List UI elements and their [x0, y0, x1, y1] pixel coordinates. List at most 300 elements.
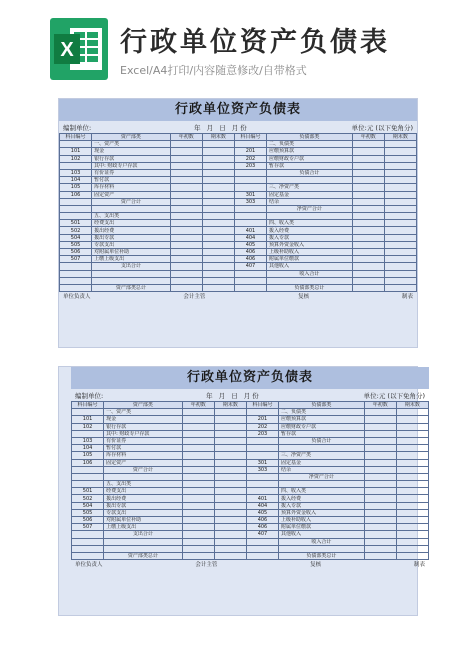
table-cell: 暂存款 [279, 430, 365, 437]
table-cell: 现金 [92, 148, 171, 155]
table-row [72, 445, 429, 452]
table-cell: 现金 [104, 416, 183, 423]
table-cell: 暂付款 [92, 177, 171, 184]
currency-label: 单位:元 (以下免角分) [351, 123, 413, 132]
table-cell: 303 [234, 198, 266, 205]
table-cell [384, 277, 416, 284]
table-cell [384, 234, 416, 241]
table-cell [364, 409, 396, 416]
table-cell [182, 495, 214, 502]
table-cell [104, 545, 183, 552]
table-cell [384, 148, 416, 155]
excel-icon [50, 18, 108, 80]
table-cell [202, 162, 234, 169]
table-cell [279, 545, 365, 552]
table-cell [182, 409, 214, 416]
signature-label: 单位负责人 [63, 294, 91, 301]
table-cell [170, 256, 202, 263]
table-cell [170, 169, 202, 176]
table-cell [352, 256, 384, 263]
table-cell: 三、净资产类 [267, 184, 353, 191]
table-cell: 四、收入类 [267, 220, 353, 227]
table-cell [396, 452, 428, 459]
table-cell [384, 213, 416, 220]
table-cell [182, 538, 214, 545]
table-cell [246, 488, 278, 495]
table-cell [182, 509, 214, 516]
table-cell [182, 531, 214, 538]
table-cell [364, 466, 396, 473]
table-cell: 资产合计 [104, 466, 183, 473]
table-cell [202, 141, 234, 148]
table-cell: 203 [234, 162, 266, 169]
table-cell [364, 524, 396, 531]
table-row [72, 416, 429, 423]
table-row [60, 198, 417, 205]
table-cell [182, 423, 214, 430]
table-cell: 净资产合计 [267, 205, 353, 212]
table-cell: 拨出经费 [92, 227, 171, 234]
table-cell: 经费支出 [92, 220, 171, 227]
table-cell [246, 481, 278, 488]
table-cell [364, 430, 396, 437]
table-cell [246, 552, 278, 559]
table-cell [364, 488, 396, 495]
table-cell: 507 [60, 256, 92, 263]
table-cell [214, 409, 246, 416]
table-cell: 五、支出类 [104, 481, 183, 488]
table-cell [352, 277, 384, 284]
table-cell: 其他收入 [267, 263, 353, 270]
table-cell [170, 241, 202, 248]
table-cell [364, 452, 396, 459]
table-cell [214, 517, 246, 524]
table-cell: 支出合计 [92, 263, 171, 270]
table-row [72, 437, 429, 444]
table-cell: 103 [72, 437, 104, 444]
table-cell [170, 277, 202, 284]
table-cell: 银行存款 [92, 155, 171, 162]
table-cell [364, 502, 396, 509]
table-cell: 404 [234, 234, 266, 241]
column-header: 期末数 [396, 402, 428, 409]
table-row [72, 495, 429, 502]
signature-row [71, 560, 429, 570]
balance-table [59, 133, 417, 292]
table-cell: 502 [60, 227, 92, 234]
table-cell: 上级补助收入 [267, 249, 353, 256]
table-cell [384, 184, 416, 191]
table-cell [202, 220, 234, 227]
table-cell: 上级补助收入 [279, 517, 365, 524]
table-cell [182, 430, 214, 437]
table-cell: 有价证券 [104, 437, 183, 444]
table-row [60, 256, 417, 263]
table-cell [182, 459, 214, 466]
table-cell [384, 263, 416, 270]
table-cell [182, 517, 214, 524]
table-cell [364, 495, 396, 502]
date-label: 年 月 日 月份 [206, 391, 261, 400]
table-cell [396, 524, 428, 531]
table-cell [384, 220, 416, 227]
signature-label: 会计主管 [183, 294, 206, 301]
table-cell: 四、收入类 [279, 488, 365, 495]
table-cell [72, 538, 104, 545]
table-cell: 406 [234, 249, 266, 256]
table-row [72, 545, 429, 552]
table-cell [182, 552, 214, 559]
table-cell [396, 473, 428, 480]
table-cell [170, 177, 202, 184]
table-cell: 库存材料 [104, 452, 183, 459]
table-cell [170, 227, 202, 234]
table-row [60, 263, 417, 270]
table-cell [202, 169, 234, 176]
table-cell [364, 538, 396, 545]
table-cell: 201 [234, 148, 266, 155]
table-cell [364, 509, 396, 516]
table-cell [214, 488, 246, 495]
table-cell: 上缴上级支出 [104, 524, 183, 531]
table-cell: 其中: 财政专户存款 [104, 430, 183, 437]
table-cell: 501 [72, 488, 104, 495]
table-cell: 505 [60, 241, 92, 248]
table-cell [396, 488, 428, 495]
table-cell [396, 409, 428, 416]
sheet-preview-1 [58, 98, 418, 348]
column-header: 年初数 [182, 402, 214, 409]
table-row [60, 284, 417, 291]
table-cell [396, 495, 428, 502]
table-cell [352, 249, 384, 256]
table-cell [352, 162, 384, 169]
table-cell [267, 213, 353, 220]
column-header: 资产部类 [92, 134, 171, 141]
table-cell [396, 502, 428, 509]
table-cell [202, 191, 234, 198]
table-cell: 102 [60, 155, 92, 162]
table-cell: 101 [72, 416, 104, 423]
table-cell [352, 263, 384, 270]
table-cell: 506 [60, 249, 92, 256]
table-cell: 102 [72, 423, 104, 430]
table-cell [352, 241, 384, 248]
table-row [60, 205, 417, 212]
table-cell [352, 169, 384, 176]
table-row [72, 473, 429, 480]
table-cell [170, 263, 202, 270]
column-header: 科目编号 [60, 134, 92, 141]
table-cell: 暂付款 [104, 445, 183, 452]
table-cell [384, 205, 416, 212]
table-cell [60, 263, 92, 270]
table-cell [202, 227, 234, 234]
table-cell: 预算外资金收入 [267, 241, 353, 248]
table-cell: 502 [72, 495, 104, 502]
table-cell [72, 545, 104, 552]
table-cell [170, 205, 202, 212]
table-cell [60, 205, 92, 212]
table-cell: 结余 [267, 198, 353, 205]
table-cell [396, 517, 428, 524]
table-cell [182, 452, 214, 459]
table-cell [396, 538, 428, 545]
table-cell: 105 [72, 452, 104, 459]
column-header: 年初数 [170, 134, 202, 141]
table-cell [182, 502, 214, 509]
table-cell [170, 284, 202, 291]
table-cell [364, 416, 396, 423]
table-cell [396, 466, 428, 473]
table-cell [202, 198, 234, 205]
table-cell [182, 437, 214, 444]
table-cell: 拨出专款 [104, 502, 183, 509]
table-row [72, 531, 429, 538]
table-row [60, 220, 417, 227]
table-cell [396, 437, 428, 444]
sheet-body [71, 367, 429, 615]
table-cell [352, 155, 384, 162]
table-cell [396, 459, 428, 466]
column-header: 科目编号 [72, 402, 104, 409]
signature-label: 复核 [310, 562, 322, 569]
table-cell [214, 552, 246, 559]
table-row [72, 552, 429, 559]
table-cell: 405 [234, 241, 266, 248]
table-cell [267, 177, 353, 184]
table-cell [170, 220, 202, 227]
table-body [60, 141, 417, 292]
table-cell [202, 256, 234, 263]
table-cell [202, 277, 234, 284]
table-cell: 106 [60, 191, 92, 198]
table-row [60, 277, 417, 284]
table-cell [182, 524, 214, 531]
signature-label: 会计主管 [195, 562, 218, 569]
table-cell [214, 531, 246, 538]
table-cell [364, 423, 396, 430]
table-cell: 401 [246, 495, 278, 502]
table-cell [396, 445, 428, 452]
table-cell [72, 481, 104, 488]
column-header: 年初数 [364, 402, 396, 409]
table-cell: 406 [234, 256, 266, 263]
column-header: 负债部类 [279, 402, 365, 409]
table-cell [396, 481, 428, 488]
table-cell: 负债合计 [267, 169, 353, 176]
table-cell [364, 481, 396, 488]
table-cell [279, 445, 365, 452]
table-cell [352, 227, 384, 234]
table-row [72, 488, 429, 495]
table-cell: 应缴财政专户款 [279, 423, 365, 430]
table-cell: 拨入专款 [279, 502, 365, 509]
table-cell: 固定资产 [92, 191, 171, 198]
table-cell [92, 205, 171, 212]
table-cell [202, 177, 234, 184]
table-cell: 504 [60, 234, 92, 241]
unit-label: 编制单位: [75, 391, 104, 400]
table-cell: 支出合计 [104, 531, 183, 538]
table-cell: 其中: 财政专户存款 [92, 162, 171, 169]
table-cell: 404 [246, 502, 278, 509]
table-cell [234, 284, 266, 291]
table-cell: 经费支出 [104, 488, 183, 495]
table-row [60, 184, 417, 191]
table-cell [352, 234, 384, 241]
table-cell [72, 531, 104, 538]
table-cell: 507 [72, 524, 104, 531]
table-cell [170, 198, 202, 205]
table-cell: 拨出专款 [92, 234, 171, 241]
table-cell [202, 148, 234, 155]
table-cell [364, 437, 396, 444]
table-cell [170, 191, 202, 198]
table-cell: 其他收入 [279, 531, 365, 538]
table-cell [170, 270, 202, 277]
sheet-meta [59, 121, 417, 133]
table-row [60, 148, 417, 155]
table-cell: 301 [234, 191, 266, 198]
table-cell: 407 [246, 531, 278, 538]
table-cell: 一、资产类 [104, 409, 183, 416]
table-cell [214, 423, 246, 430]
table-cell [202, 184, 234, 191]
table-cell [202, 205, 234, 212]
table-cell [352, 220, 384, 227]
table-cell [384, 191, 416, 198]
table-cell [60, 198, 92, 205]
balance-table [71, 401, 429, 560]
table-cell [60, 277, 92, 284]
table-row [60, 249, 417, 256]
table-cell [214, 502, 246, 509]
table-cell [384, 155, 416, 162]
table-cell [396, 423, 428, 430]
table-cell [104, 538, 183, 545]
table-cell: 附属单位缴款 [279, 524, 365, 531]
page-title: 行政单位资产负债表 [120, 27, 390, 58]
table-cell [202, 249, 234, 256]
signature-label: 制表 [401, 294, 413, 301]
table-row [60, 169, 417, 176]
table-cell [246, 452, 278, 459]
table-cell [234, 270, 266, 277]
table-cell [234, 177, 266, 184]
table-cell: 附属单位缴款 [267, 256, 353, 263]
table-row [72, 509, 429, 516]
table-header-row [72, 402, 429, 409]
unit-label: 编制单位: [63, 123, 92, 132]
table-cell [234, 220, 266, 227]
table-cell: 103 [60, 169, 92, 176]
table-cell [170, 141, 202, 148]
table-cell [234, 277, 266, 284]
table-row [72, 409, 429, 416]
table-row [60, 155, 417, 162]
table-cell [352, 270, 384, 277]
table-cell: 202 [246, 423, 278, 430]
column-header: 期末数 [214, 402, 246, 409]
table-cell: 负债合计 [279, 437, 365, 444]
table-cell: 应缴预算款 [279, 416, 365, 423]
table-cell: 拨入专款 [267, 234, 353, 241]
table-cell [60, 162, 92, 169]
table-cell [202, 213, 234, 220]
table-cell [246, 473, 278, 480]
table-cell: 对附属单位补助 [104, 517, 183, 524]
table-cell: 二、负债类 [279, 409, 365, 416]
table-header-row [60, 134, 417, 141]
signature-label: 制表 [413, 562, 425, 569]
table-cell [202, 155, 234, 162]
table-cell [352, 284, 384, 291]
table-cell [170, 148, 202, 155]
table-cell: 106 [72, 459, 104, 466]
table-cell [214, 459, 246, 466]
table-cell [267, 277, 353, 284]
table-cell [214, 495, 246, 502]
table-cell [170, 234, 202, 241]
table-cell [384, 169, 416, 176]
table-cell: 有价证券 [92, 169, 171, 176]
table-cell [182, 488, 214, 495]
table-row [60, 270, 417, 277]
table-cell [202, 263, 234, 270]
table-cell [170, 184, 202, 191]
table-cell: 固定基金 [267, 191, 353, 198]
table-cell: 303 [246, 466, 278, 473]
table-cell: 专款支出 [92, 241, 171, 248]
table-cell [170, 213, 202, 220]
table-cell [202, 241, 234, 248]
table-row [60, 141, 417, 148]
table-cell [396, 531, 428, 538]
table-cell [182, 481, 214, 488]
table-cell [352, 184, 384, 191]
table-cell: 406 [246, 524, 278, 531]
table-cell [202, 284, 234, 291]
table-row [60, 213, 417, 220]
table-cell: 拨入经费 [279, 495, 365, 502]
table-cell: 407 [234, 263, 266, 270]
table-cell [60, 270, 92, 277]
column-header: 资产部类 [104, 402, 183, 409]
table-cell: 收入合计 [267, 270, 353, 277]
sheet-body [59, 99, 417, 347]
table-cell [214, 509, 246, 516]
table-cell: 101 [60, 148, 92, 155]
table-cell: 结余 [279, 466, 365, 473]
table-cell: 一、资产类 [92, 141, 171, 148]
table-cell [182, 416, 214, 423]
table-row [72, 524, 429, 531]
table-cell [60, 141, 92, 148]
table-cell [384, 284, 416, 291]
page-header [0, 0, 474, 96]
table-cell [214, 437, 246, 444]
table-cell [396, 430, 428, 437]
table-cell: 预算外资金收入 [279, 509, 365, 516]
table-cell: 104 [72, 445, 104, 452]
table-cell: 净资产合计 [279, 473, 365, 480]
table-cell [364, 552, 396, 559]
table-cell: 504 [72, 502, 104, 509]
table-cell [384, 249, 416, 256]
table-cell: 405 [246, 509, 278, 516]
sheet-meta [71, 389, 429, 401]
